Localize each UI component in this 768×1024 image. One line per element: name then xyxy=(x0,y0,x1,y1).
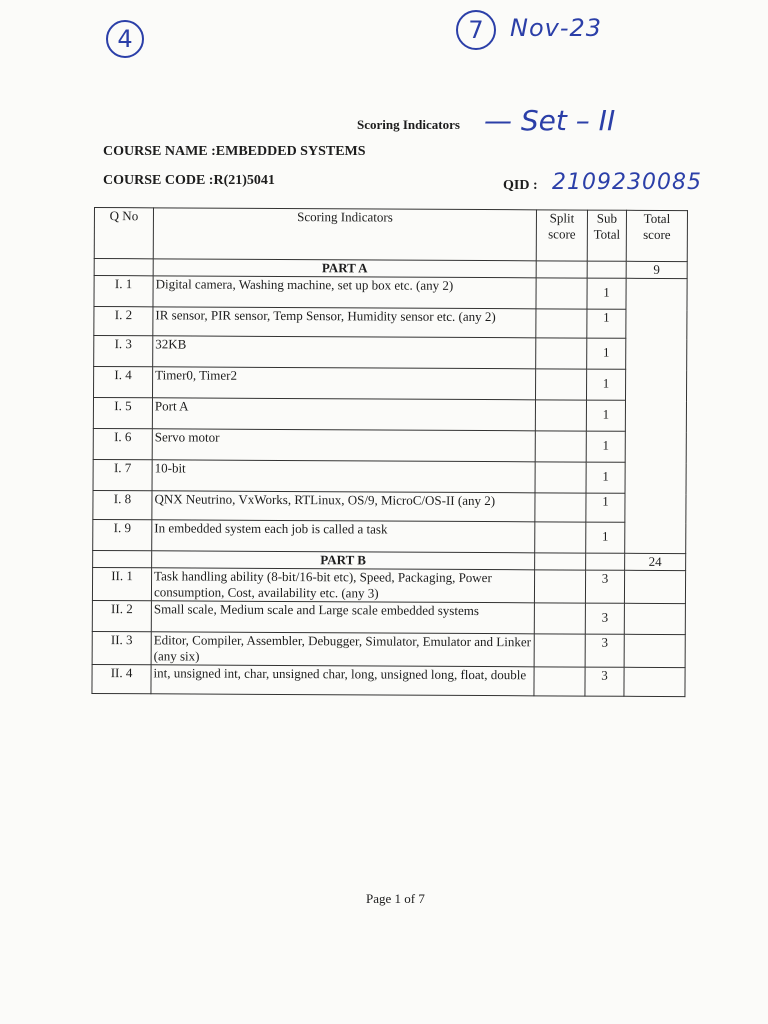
indicator-text: 10-bit xyxy=(152,460,535,493)
indicator-text: int, unsigned int, char, unsigned char, long, unsigned long, float, double xyxy=(151,665,534,696)
indicator-text: Port A xyxy=(152,398,535,431)
q-number: I. 1 xyxy=(94,276,153,307)
sub-total: 1 xyxy=(587,278,626,309)
table-row xyxy=(94,276,687,310)
header-total-score: Total score xyxy=(626,210,687,261)
course-code: COURSE CODE :R(21)5041 xyxy=(103,173,275,188)
part-a-label: PART A xyxy=(153,259,536,278)
table-header-row xyxy=(94,208,687,262)
sub-total: 1 xyxy=(586,400,625,431)
table-row xyxy=(92,664,685,696)
header-scoring-indicators: Scoring Indicators xyxy=(153,208,536,261)
indicator-text: Editor, Compiler, Assembler, Debugger, Simulator, Emulator and Linker (any six) xyxy=(151,632,534,667)
document-title: Scoring Indicators xyxy=(357,117,460,132)
indicator-text: In embedded system each job is called a task xyxy=(152,520,535,553)
sub-total: 1 xyxy=(586,493,625,522)
qid-label: QID : xyxy=(503,178,538,193)
part-b-label: PART B xyxy=(152,551,535,570)
q-number: II. 3 xyxy=(92,631,151,664)
table-row xyxy=(93,428,686,462)
indicator-text: Servo motor xyxy=(152,429,535,462)
scoring-table xyxy=(91,207,688,697)
indicator-text: IR sensor, PIR sensor, Temp Sensor, Humidity sensor etc. (any 2) xyxy=(153,307,536,338)
handwritten-qid-value: 2109230085 xyxy=(552,170,702,195)
table-row xyxy=(94,336,687,370)
indicator-text: Timer0, Timer2 xyxy=(153,367,536,400)
table-row xyxy=(92,567,685,603)
handwritten-date: Nov-23 xyxy=(510,14,603,42)
sub-total: 1 xyxy=(586,369,625,400)
sub-total: 1 xyxy=(586,522,625,553)
table-row xyxy=(94,367,687,401)
indicator-text: Task handling ability (8-bit/16-bit etc), Speed, Packaging, Power consumption, Cost, availability etc. (any 3) xyxy=(151,568,534,603)
q-number: I. 8 xyxy=(93,490,152,519)
header-sub-total: Sub Total xyxy=(587,210,626,261)
handwritten-circled-number-4: 4 xyxy=(106,20,144,58)
table-row xyxy=(93,519,686,553)
q-number: I. 7 xyxy=(93,459,152,490)
sub-total: 3 xyxy=(585,634,624,667)
table-row xyxy=(93,490,686,522)
sub-total: 1 xyxy=(587,338,626,369)
q-number: I. 5 xyxy=(93,398,152,429)
table-row xyxy=(92,600,685,634)
q-number: II. 4 xyxy=(92,664,151,693)
part-b-total: 24 xyxy=(625,553,686,570)
sub-total: 3 xyxy=(585,603,624,634)
q-number: I. 3 xyxy=(94,336,153,367)
table-row xyxy=(94,307,687,339)
header-q-no: Q No xyxy=(94,208,153,259)
indicator-text: Small scale, Medium scale and Large scale embedded systems xyxy=(151,601,534,634)
q-number: I. 4 xyxy=(94,367,153,398)
indicator-text: QNX Neutrino, VxWorks, RTLinux, OS/9, MicroC/OS-II (any 2) xyxy=(152,491,535,522)
table-row xyxy=(92,631,685,667)
indicator-text: Digital camera, Washing machine, set up box etc. (any 2) xyxy=(153,276,536,309)
sub-total: 1 xyxy=(586,462,625,493)
handwritten-set-label: — Set – II xyxy=(484,104,616,137)
q-number: I. 9 xyxy=(93,519,152,550)
header-split-score: Split score xyxy=(536,210,587,261)
q-number: II. 2 xyxy=(92,600,151,631)
sub-total: 3 xyxy=(585,570,624,603)
sub-total: 3 xyxy=(585,667,624,696)
q-number: I. 2 xyxy=(94,307,153,336)
table-row xyxy=(93,398,686,432)
q-number: II. 1 xyxy=(92,567,151,600)
sub-total: 1 xyxy=(587,309,626,338)
q-number: I. 6 xyxy=(93,428,152,459)
page-number-footer: Page 1 of 7 xyxy=(366,891,425,906)
table-row xyxy=(93,459,686,493)
handwritten-circled-number-7: 7 xyxy=(456,10,496,50)
sub-total: 1 xyxy=(586,431,625,462)
indicator-text: 32KB xyxy=(153,336,536,369)
course-name: COURSE NAME :EMBEDDED SYSTEMS xyxy=(103,144,366,159)
part-a-total: 9 xyxy=(626,261,687,278)
